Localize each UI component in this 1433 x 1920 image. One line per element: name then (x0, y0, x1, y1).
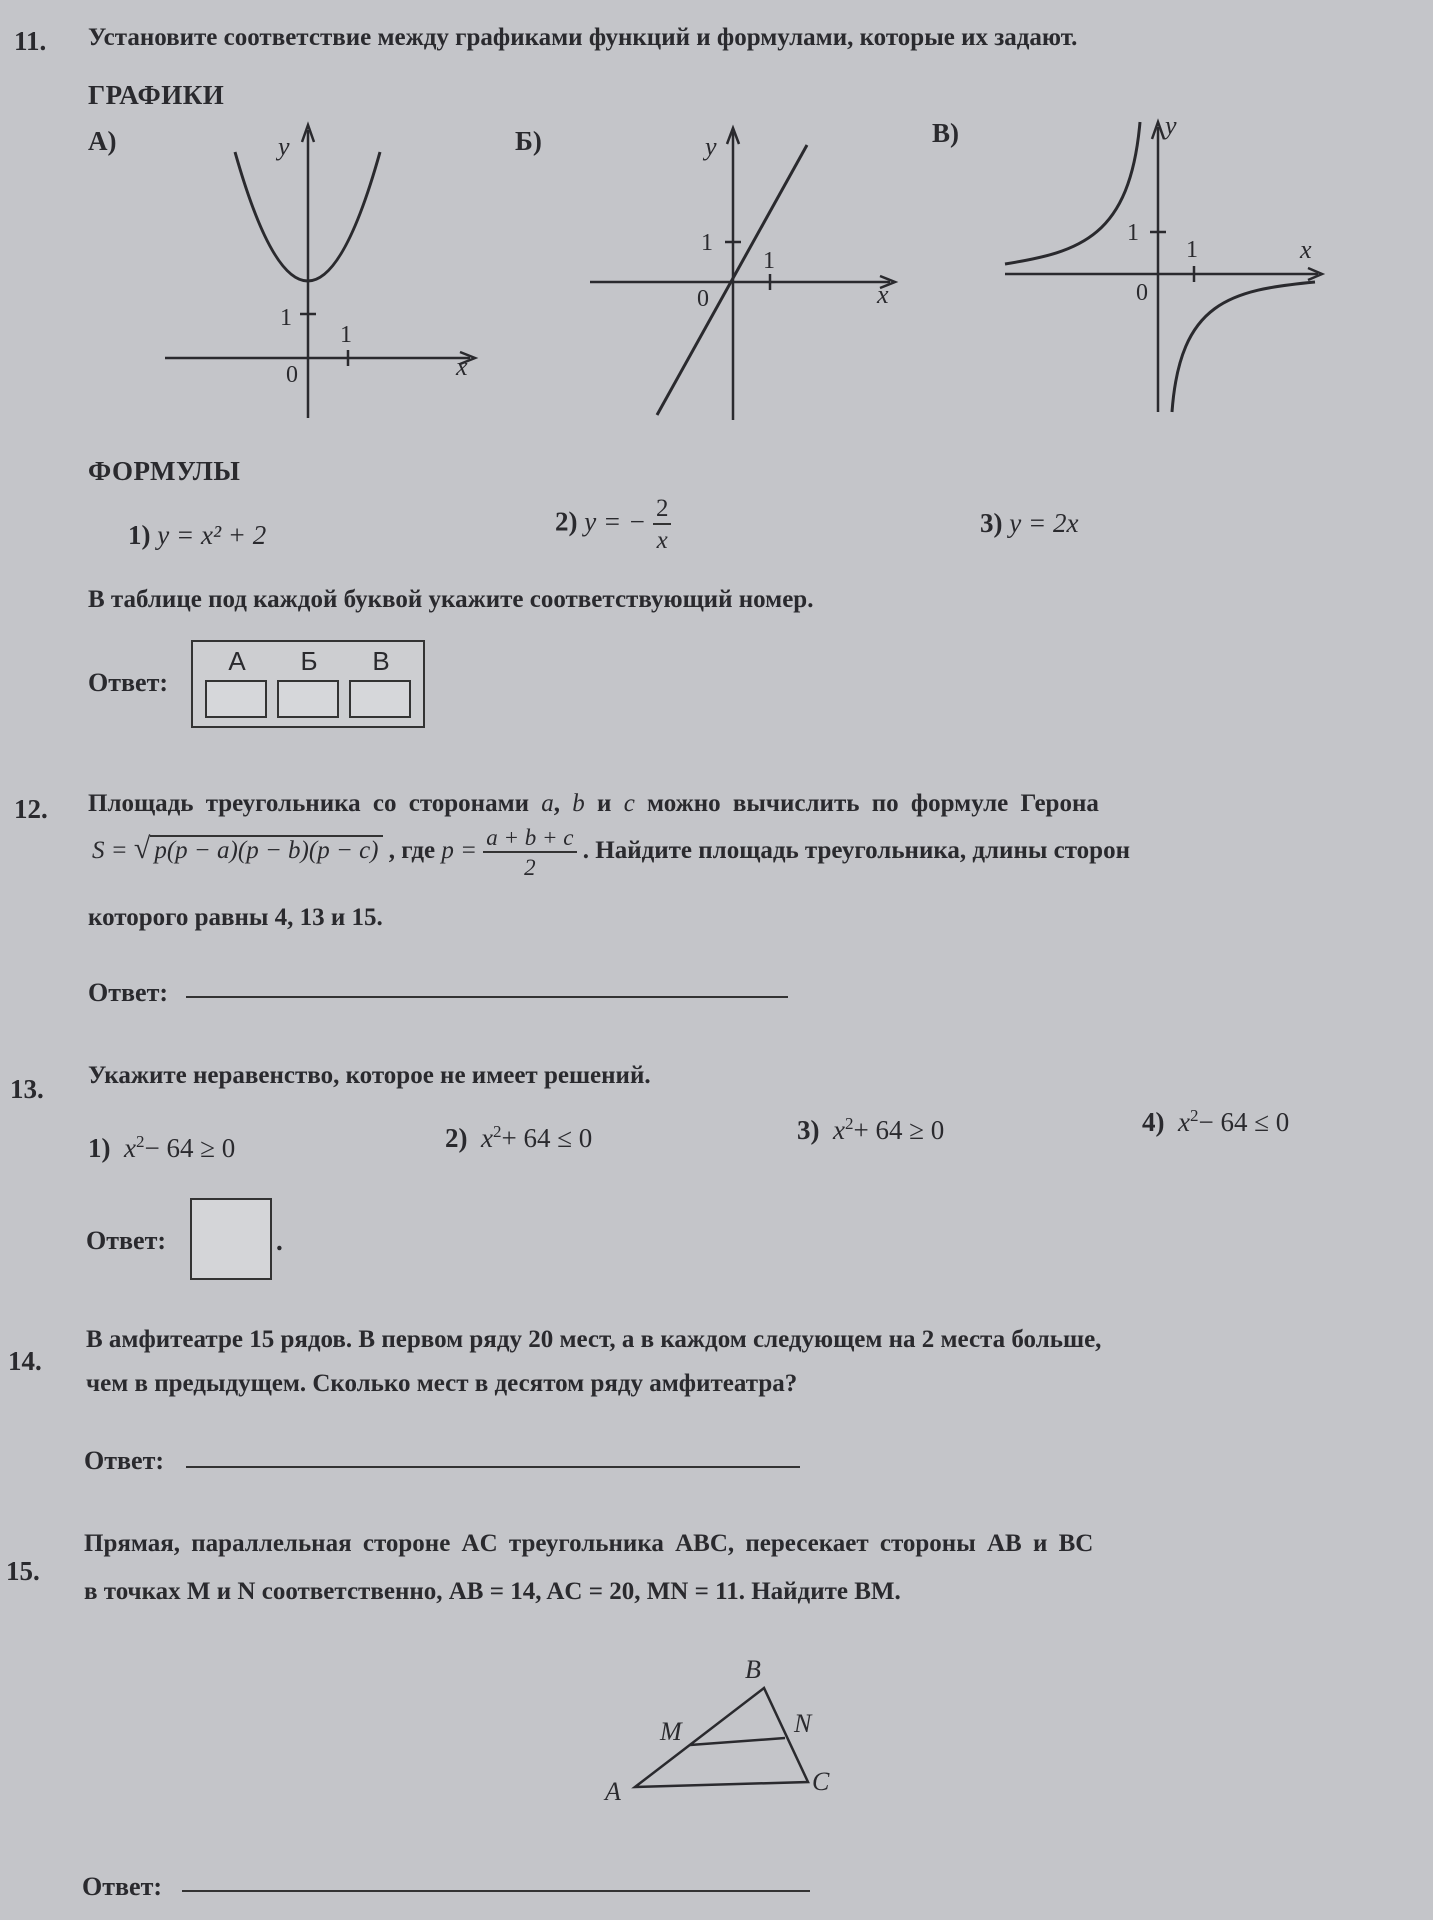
question-12-answer-line[interactable] (186, 996, 788, 998)
question-11-number: 11. (14, 26, 47, 56)
q13-option-4-power: 2 (1189, 1106, 1199, 1125)
q13-option-1-base: x (124, 1133, 136, 1163)
question-11-instruction: В таблице под каждой буквой укажите соответствующий номер. (88, 586, 814, 613)
graph-v-x-one: 1 (1186, 237, 1198, 263)
q13-option-2-power: 2 (492, 1122, 502, 1141)
triangle-point-m: M (660, 1717, 682, 1746)
q13-option-4-number: 4) (1142, 1107, 1165, 1137)
formula-1-expression: y = x² + 2 (157, 520, 267, 550)
q13-option-1-number: 1) (88, 1133, 111, 1163)
triangle-point-a: A (605, 1777, 621, 1806)
q13-option-1-power: 2 (135, 1132, 145, 1151)
triangle-point-c: C (812, 1767, 830, 1796)
question-13-answer-box[interactable] (190, 1198, 272, 1280)
graphs-heading: ГРАФИКИ (88, 80, 225, 110)
question-15-line1: Прямая, параллельная стороне AC треугольника ABC, пересекает стороны AB и BC (84, 1530, 1094, 1557)
q13-option-3-rest: + 64 ≥ 0 (853, 1115, 945, 1145)
question-12-number: 12. (14, 794, 48, 824)
graph-v-origin: 0 (1136, 280, 1148, 306)
graph-v-hyperbola (1000, 112, 1330, 422)
q13-option-1-rest: − 64 ≥ 0 (144, 1133, 236, 1163)
q12-and: и (597, 790, 612, 817)
answer-cell-b[interactable] (277, 680, 339, 718)
question-11-answer-table (191, 640, 425, 728)
graph-b-origin: 0 (697, 286, 709, 312)
question-12-line1 (88, 790, 1099, 818)
q12-text-part2: можно вычислить по формуле Герона (647, 790, 1099, 817)
graph-a-parabola (160, 120, 490, 420)
q13-text-after: решений. (543, 1062, 651, 1089)
triangle-abc-figure (590, 1650, 860, 1820)
question-12-answer-label: Ответ: (88, 978, 169, 1007)
answer-col-b-letter: Б (300, 646, 318, 676)
question-15-answer-label: Ответ: (82, 1872, 163, 1901)
formula-3 (980, 508, 1078, 539)
graph-a-y-label: y (278, 132, 290, 161)
question-14-answer-line[interactable] (186, 1466, 800, 1468)
q13-option-4 (1142, 1106, 1289, 1138)
q13-option-2-rest: + 64 ≤ 0 (501, 1123, 593, 1153)
question-13-text (88, 1062, 651, 1090)
answer-col-v-letter: В (372, 646, 390, 676)
formula-2 (555, 496, 671, 553)
q13-option-4-rest: − 64 ≤ 0 (1198, 1107, 1290, 1137)
question-11-text: Установите соответствие между графиками функций и формулами, которые их задают. (88, 24, 1078, 51)
question-13-number: 13. (10, 1074, 44, 1104)
graph-a-x-label: x (456, 352, 468, 381)
q13-option-3-power: 2 (844, 1114, 854, 1133)
question-11-answer-label: Ответ: (88, 668, 169, 697)
question-15-number: 15. (6, 1556, 40, 1586)
answer-cell-a[interactable] (205, 680, 267, 718)
q12-where: , где (388, 837, 436, 865)
q13-option-4-base: x (1178, 1107, 1190, 1137)
q12-text-part3: . Найдите площадь треугольника, длины сторон (582, 837, 1130, 865)
graph-b-line (585, 120, 905, 430)
formulas-heading: ФОРМУЛЫ (88, 456, 241, 486)
q13-text-emphasis: не имеет (440, 1062, 538, 1089)
formula-2-denominator: x (656, 527, 668, 554)
q13-option-3 (797, 1114, 944, 1146)
question-13-answer-label: Ответ: (86, 1226, 167, 1255)
answer-col-a-letter: А (228, 646, 246, 676)
q12-comma: , (553, 790, 561, 817)
question-14-number: 14. (8, 1346, 42, 1376)
q13-option-2 (445, 1122, 592, 1154)
graph-a-x-one: 1 (340, 322, 352, 348)
formula-2-number: 2) (555, 506, 578, 537)
graph-v-y-label: y (1165, 112, 1177, 140)
question-14-line1: В амфитеатре 15 рядов. В первом ряду 20 мест, а в каждом следующем на 2 места больше, (86, 1326, 1102, 1353)
q13-text-before: Укажите неравенство, которое (88, 1062, 434, 1089)
graph-v-x-label: x (1300, 235, 1312, 264)
triangle-point-n: N (794, 1709, 812, 1738)
graph-label-b: Б) (515, 126, 542, 156)
formula-2-numerator: 2 (653, 496, 672, 525)
graph-b-x-one: 1 (763, 248, 775, 274)
question-15-answer-line[interactable] (182, 1890, 810, 1892)
q12-p-eq: p = (441, 837, 477, 865)
q12-var-b: b (572, 790, 585, 817)
q12-var-a: a (541, 790, 554, 817)
question-14-answer-label: Ответ: (84, 1446, 165, 1475)
q13-option-3-number: 3) (797, 1115, 820, 1145)
graph-b-y-label: y (705, 132, 717, 161)
q12-formula-s: S = (92, 837, 128, 865)
formula-1-number: 1) (128, 520, 151, 550)
formula-3-expression: y = 2x (1009, 508, 1079, 538)
question-12-line3: которого равны 4, 13 и 15. (88, 904, 383, 931)
graph-a-origin: 0 (286, 362, 298, 388)
triangle-point-b: B (745, 1655, 761, 1684)
q13-option-3-base: x (833, 1115, 845, 1145)
question-13-period: . (276, 1226, 283, 1256)
formula-1 (128, 520, 266, 551)
answer-cell-v[interactable] (349, 680, 411, 718)
graph-b-y-one: 1 (701, 230, 713, 256)
q13-option-2-base: x (481, 1123, 493, 1153)
q12-text-part1: Площадь треугольника со сторонами (88, 790, 530, 817)
formula-3-number: 3) (980, 508, 1003, 538)
formula-2-lhs: y = − (584, 506, 647, 537)
graph-label-v: В) (932, 118, 959, 148)
question-14-line2: чем в предыдущем. Сколько мест в десятом ряду амфитеатра? (86, 1370, 798, 1397)
graph-v-y-one: 1 (1127, 220, 1139, 246)
graph-label-a: А) (88, 126, 117, 156)
question-12-line2: S = √ p(p − a)(p − b)(p − c) , где p = $\frac{a + b + c}{2}$ . Найдите площадь треугольника, длины сторон (92, 825, 1130, 880)
graph-a-y-one: 1 (280, 305, 292, 331)
q13-option-2-number: 2) (445, 1123, 468, 1153)
q12-formula-root: p(p − a)(p − b)(p − c) (150, 835, 382, 865)
q12-p-denominator: 2 (524, 855, 536, 880)
q12-p-numerator: a + b + c (483, 826, 576, 853)
q13-option-1 (88, 1132, 235, 1164)
q12-var-c: c (623, 790, 635, 817)
question-15-line2: в точках M и N соответственно, AB = 14, AC = 20, MN = 11. Найдите BM. (84, 1578, 901, 1605)
graph-b-x-label: x (877, 280, 889, 309)
